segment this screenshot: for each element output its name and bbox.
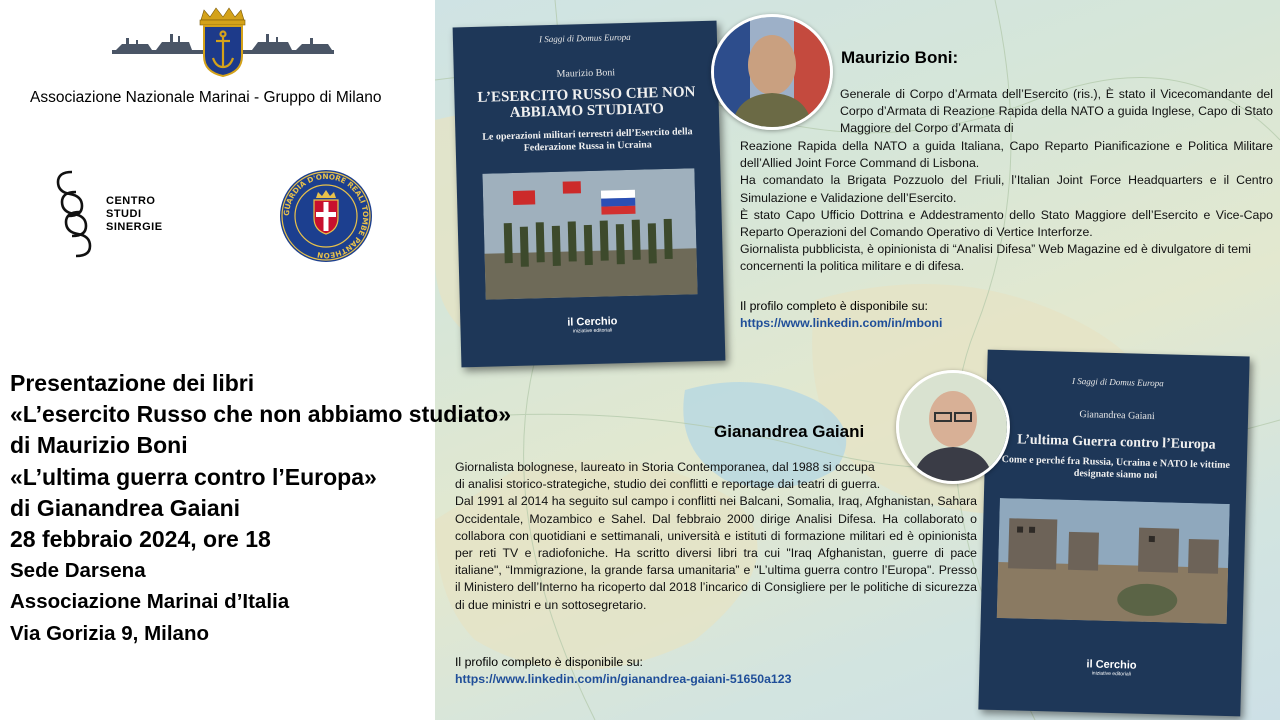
author2-bio-first: Giornalista bolognese, laureato in Storia Contemporanea, dal 1988 si occupa di analisi storico-strategiche, studio dei conflitti e reportage dai teatri di guerra. xyxy=(455,460,881,492)
css-line-3: SINERGIE xyxy=(106,221,163,233)
author1-bio-para-3: È stato Capo Ufficio Dottrina e Addestramento dello Stato Maggiore dell’Esercito e Vice-Capo Reparto Operazioni del Comando Operativo di Vertice Interforze. xyxy=(740,207,1273,240)
centro-studi-text xyxy=(106,195,163,234)
book1-title: L’ESERCITO RUSSO CHE NON ABBIAMO STUDIATO xyxy=(477,84,696,122)
author1-bio-para-1: Reazione Rapida della NATO a guida Italiana, Capo Reparto Pianificazione e Politica Militare dell’Allied Joint Force Command di Lisbona. xyxy=(740,139,1273,171)
author2-profile xyxy=(455,654,791,688)
book1-parade-photo xyxy=(482,168,697,300)
author1-bio-para-2: Ha comandato la Brigata Pozzuolo del Friuli, l’Italian Joint Force Headquarters e il Centro Simulazione e Validazione dell’Esercito. xyxy=(740,173,1273,205)
author2-linkedin-link[interactable]: https://www.linkedin.com/in/gianandrea-gaiani-51650a123 xyxy=(455,672,792,686)
author1-bio-para-4: Giornalista pubblicista, è opinionista di “Analisi Difesa” Web Magazine ed è divulgatore di temi concernenti la politica militare e di difesa. xyxy=(740,242,1252,274)
author1-bio-intro: Generale di Corpo d’Armata dell’Esercito (ris.), È stato il Vicecomandante del Corpo d’Armata di Reazione Rapida della NATO a guida Inglese, Capo di Stato Maggiore del Corpo d’Armata di xyxy=(840,87,1273,136)
book1-publisher xyxy=(560,315,624,335)
event-date: 28 febbraio 2024, ore 18 xyxy=(10,526,271,553)
author2-bio xyxy=(455,459,977,614)
book1-publisher-sub: iniziative editoriali xyxy=(572,327,613,335)
author2-profile-label: Il profilo completo è disponibile su: xyxy=(455,655,643,669)
book2-series: I Saggi di Domus Europa xyxy=(1071,375,1164,389)
author2-bio-rest: Dal 1991 al 2014 ha seguito sul campo i conflitti nei Balcani, Somalia, Iraq, Afghanistan, Sahara Occidentale, Mozambico e Sahel. Dal febbraio 2000 dirige Analisi Difesa. Ha collaborato o collabora con quotidiani e settimanali, università e istituti di formazione militari ed è opinionista per reti TV e radiofoniche. Ha scritto diversi libri tra cui "Iraq Afghanistan, guerre di pace italiane", “Immigrazione, la grande farsa umanitaria” e "L’ultima guerra contro l’Europa". Presso il Ministero dell’Interno ha ricoperto dal 2018 l’incarico di Consigliere per le politiche di sicurezza di due ministri e un sottosegretario. xyxy=(455,494,977,612)
book2-publisher-name: il Cerchio xyxy=(1086,658,1137,672)
book-cover-ultima-guerra xyxy=(978,350,1249,717)
book2-title: L’ultima Guerra contro l’Europa xyxy=(1016,432,1216,453)
guardia-onore-pantheon-logo xyxy=(278,168,374,264)
event-details xyxy=(10,368,511,649)
guardia-ring-text: GUARDIA D'ONORE REALI TOMBE PANTHEON xyxy=(281,171,371,261)
maurizio-boni-portrait xyxy=(711,14,833,130)
event-organization: Associazione Marinai d’Italia xyxy=(10,590,290,614)
event-book2-title: «L’ultima guerra contro l’Europa» xyxy=(10,463,377,490)
author1-bio xyxy=(740,138,1273,276)
author1-linkedin-link[interactable]: https://www.linkedin.com/in/mboni xyxy=(740,316,943,330)
association-name: Associazione Nazionale Marinai - Gruppo di Milano xyxy=(30,89,382,106)
event-venue: Sede Darsena xyxy=(10,559,146,583)
book1-publisher-name: il Cerchio xyxy=(567,315,618,329)
author1-name: Maurizio Boni: xyxy=(841,48,959,67)
book2-publisher-sub: iniziative editoriali xyxy=(1091,670,1131,678)
book2-ruins-photo xyxy=(997,498,1230,624)
book2-author: Gianandrea Gaiani xyxy=(1079,409,1155,423)
css-line-2: STUDI xyxy=(106,208,142,220)
book1-series: I Saggi di Domus Europa xyxy=(538,31,631,45)
author1-profile-label: Il profilo completo è disponibile su: xyxy=(740,299,928,313)
css-line-1: CENTRO xyxy=(106,195,156,207)
author1-profile xyxy=(740,298,942,332)
event-book1-title: «L’esercito Russo che non abbiamo studiato» xyxy=(10,401,512,428)
event-book2-author: di Gianandrea Gaiani xyxy=(10,494,241,521)
book2-publisher xyxy=(1079,658,1143,678)
book1-subtitle: Le operazioni militari terrestri dell’Esercito della Federazione Russa in Ucraina xyxy=(482,126,693,154)
event-address: Via Gorizia 9, Milano xyxy=(10,621,209,645)
book-cover-esercito-russo xyxy=(453,21,726,368)
book2-subtitle: Come e perché fra Russia, Ucraina e NATO le vittime designate siamo noi xyxy=(1001,454,1231,482)
ship-emblem-logo xyxy=(112,6,334,78)
event-book1-author: di Maurizio Boni xyxy=(10,432,188,459)
event-intro: Presentazione dei libri xyxy=(10,370,255,396)
author2-name: Gianandrea Gaiani xyxy=(714,422,865,441)
book1-author: Maurizio Boni xyxy=(556,67,616,80)
